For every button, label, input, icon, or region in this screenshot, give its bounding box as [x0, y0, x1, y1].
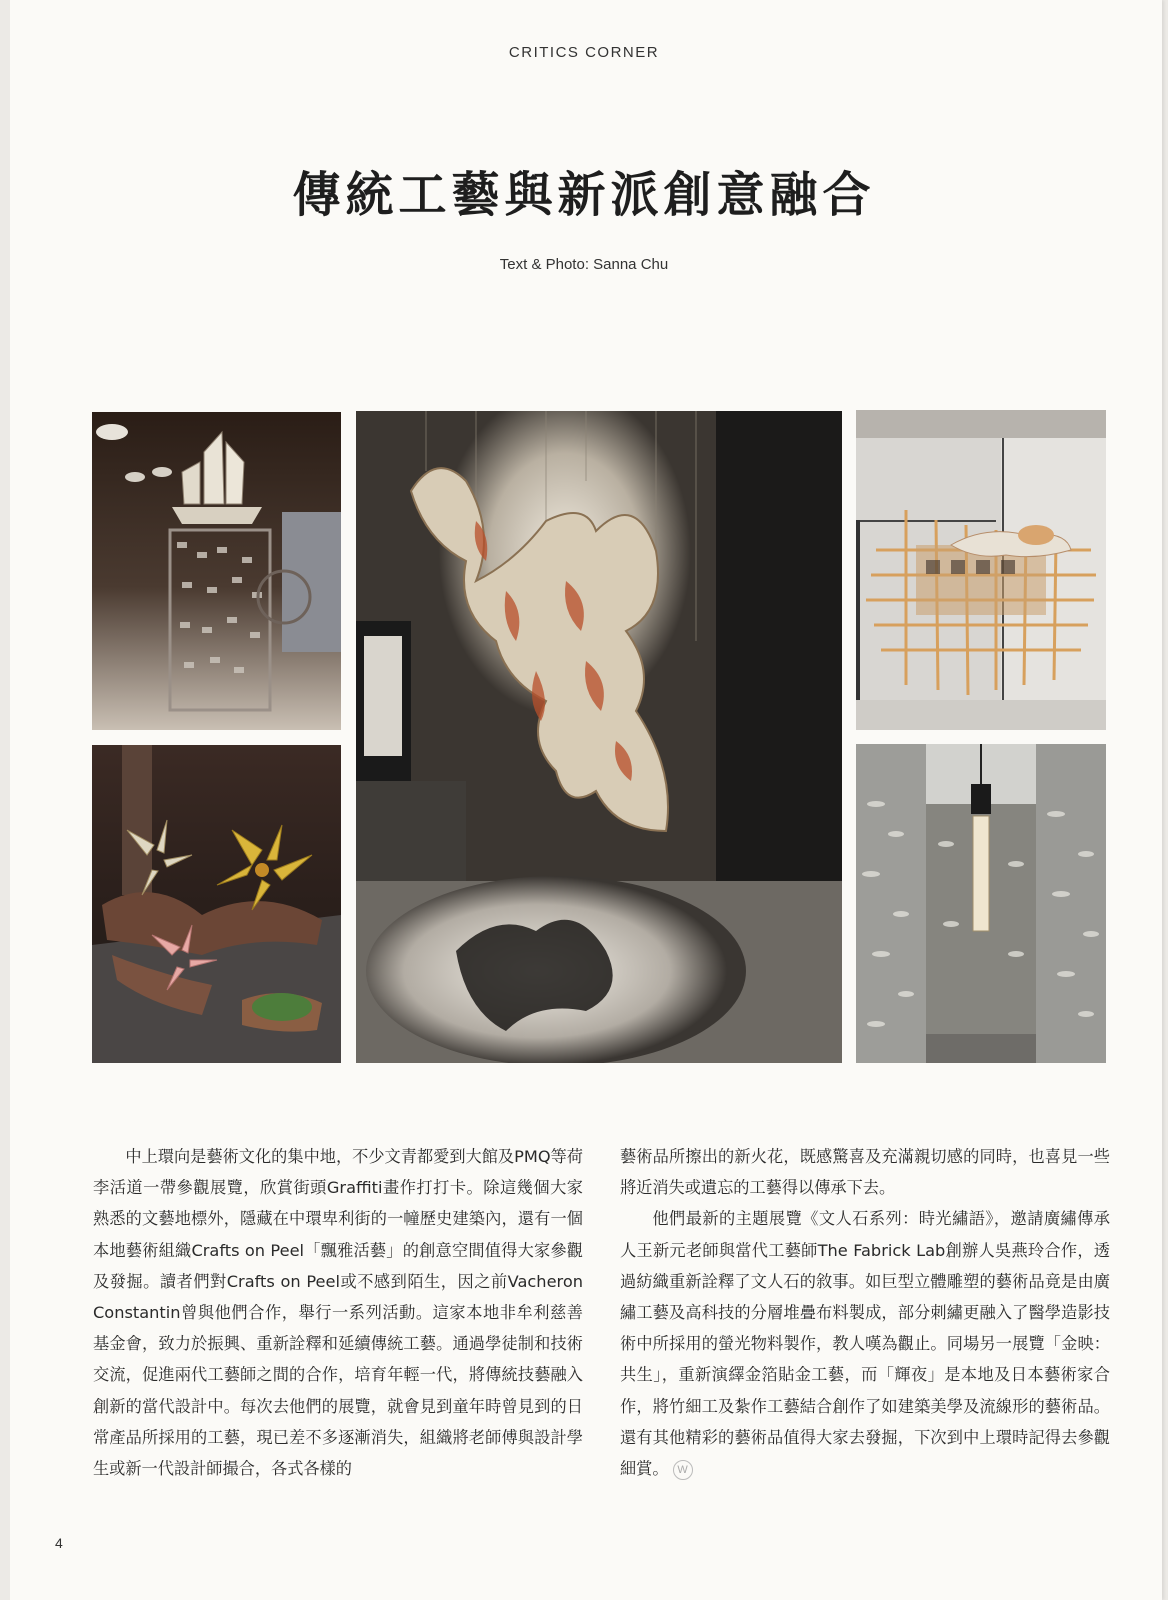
article-paragraph: 中上環向是藝術文化的集中地，不少文青都愛到大館及PMQ等荷李活道一帶參觀展覽，欣賞街頭Graffiti畫作打打卡。除這幾個大家熟悉的文藝地標外，隱藏在中環卑利街的一幢歷史建築內，還有一個本地藝術組織Crafts on Peel「飄雅活藝」的創意空間值得大家參觀及發掘。讀者們對Crafts on Peel或不感到陌生，因之前Vacheron Constantin曾與他們合作，舉行一系列活動。這家本地非牟利慈善基金會，致力於振興、重新詮釋和延續傳統工藝。通過學徒制和技術交流，促進兩代工藝師之間的合作，培育年輕一代，將傳統技藝融入創新的當代設計中。每次去他們的展覽，就會見到童年時曾見到的日常產品所採用的工藝，現已差不多逐漸消失，組織將老師傅與設計學生或新一代設計師撮合，各式各樣的: [93, 1147, 583, 1479]
article-title: 傳統工藝與新派創意融合: [292, 167, 876, 223]
section-label: CRITICS CORNER: [508, 44, 660, 61]
page-number: 4: [55, 1535, 63, 1551]
article-right-column: [620, 1141, 1110, 1484]
photo-bamboo-wall-installation: [856, 410, 1106, 730]
article-paragraph: 藝術品所擦出的新火花，既感驚喜及充滿親切感的同時，也喜見一些將近消失或遺忘的工藝得以傳承下去。: [620, 1147, 1110, 1198]
photo-hanging-textile-sculpture: [356, 411, 842, 1063]
photo-junk-ship-installation: [92, 412, 341, 730]
photo-pendant-lamp-room: [856, 744, 1106, 1063]
article-paragraph-text: 他們最新的主題展覽《文人石系列：時光繡語》，邀請廣繡傳承人王新元老師與當代工藝師The Fabrick Lab創辦人吳燕玲合作，透過紡織重新詮釋了文人石的敘事。如巨型立體雕塑的藝術品竟是由廣繡工藝及高科技的分層堆疊布料製成，部分刺繡更融入了醫學造影技術中所採用的螢光物料製作，教人嘆為觀止。同場另一展覽「金映：共生」，重新演繹金箔貼金工藝，而「輝夜」是本地及日本藝術家合作，將竹細工及紮作工藝結合創作了如建築美學及流線形的藝術品。還有其他精彩的藝術品值得大家去發掘，下次到中上環時記得去參觀細賞。: [620, 1209, 1110, 1479]
byline: Text & Photo: Sanna Chu: [499, 256, 669, 273]
end-mark-icon: W: [673, 1460, 693, 1480]
article-left-column: [93, 1141, 583, 1484]
photo-lily-sculptures: [92, 745, 341, 1063]
article-paragraph-last: [620, 1203, 1110, 1484]
